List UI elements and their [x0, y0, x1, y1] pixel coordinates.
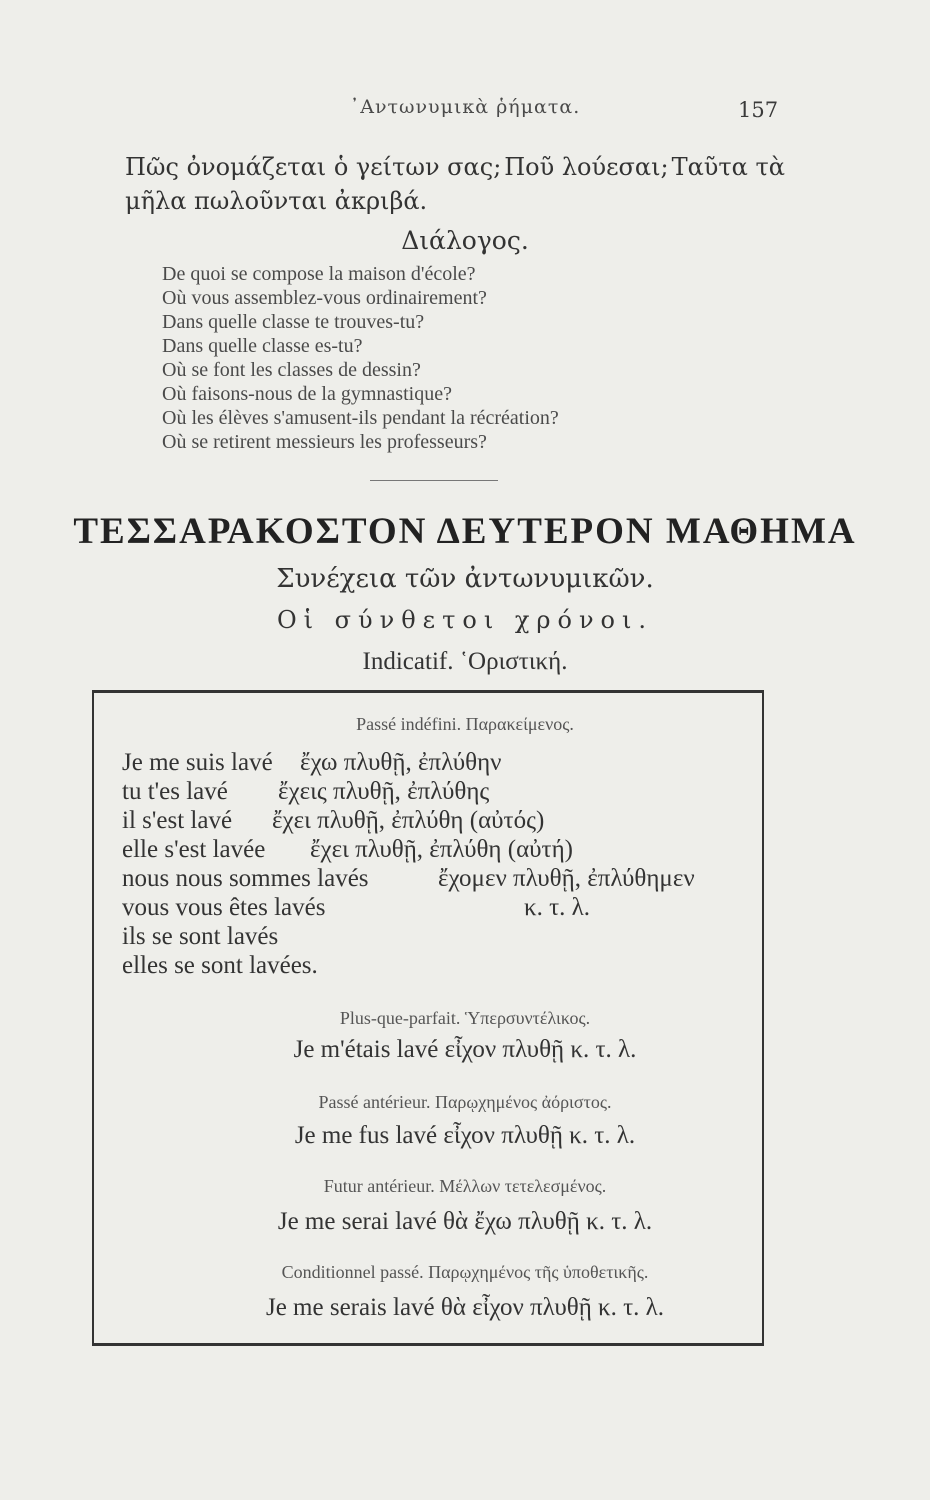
dialog-title: Διάλογος. [401, 226, 529, 255]
page-number: 157 [738, 98, 779, 122]
greek-form: κ. τ. λ. [524, 894, 591, 921]
question-line: Dans quelle classe es-tu? [162, 335, 363, 357]
french-form: Je me suis lavé [122, 749, 273, 776]
question-line: Où se retirent messieurs les professeurs? [162, 431, 487, 453]
tense-example: Je me serai lavé θὰ ἔχω πλυθῇ κ. τ. λ. [277, 1208, 653, 1235]
question-line: Dans quelle classe te trouves-tu? [162, 311, 425, 333]
french-form: elles se sont lavées. [122, 952, 318, 979]
question-line: Où les élèves s'amusent-ils pendant la récréation? [162, 407, 559, 429]
section-divider [370, 480, 498, 481]
intro-sentence-2: Ποῦ λούεσαι; [504, 153, 669, 181]
tense-label-passe-anterieur: Passé antérieur. Παρῳχημένος ἀόριστος. [318, 1092, 612, 1112]
mood-heading: Indicatif. ῾Οριστική. [362, 648, 568, 675]
question-line: Où vous assemblez-vous ordinairement? [162, 287, 487, 309]
french-form: vous vous êtes lavés [122, 894, 326, 921]
question-line: Où se font les classes de dessin? [162, 359, 421, 381]
french-form: il s'est lavé [122, 807, 233, 834]
intro-sentence-1: Πῶς ὀνομάζεται ὁ γείτων σας; [125, 153, 502, 181]
question-list [162, 262, 559, 454]
tense-label-futur-anterieur: Futur antérieur. Μέλλων τετελεσμένος. [323, 1176, 607, 1196]
section-heading: Οἱ σύνθετοι χρόνοι. [276, 606, 654, 634]
tense-label-passe-indefini: Passé indéfini. Παρακείμενος. [356, 714, 574, 734]
tense-example: Je me serais lavé θὰ εἶχον πλυθῇ κ. τ. λ. [265, 1294, 665, 1321]
greek-form: ἔχεις πλυθῇ, ἐπλύθης [278, 778, 490, 805]
intro-sentence-3: Ταῦτα τὰ [671, 153, 785, 181]
greek-form: ἔχει πλυθῇ, ἐπλύθη (αὐτός) [272, 807, 545, 834]
intro-line-2: μῆλα πωλοῦνται ἀκριβά. [125, 187, 428, 215]
tense-example: Je m'étais lavé εἶχον πλυθῇ κ. τ. λ. [293, 1036, 637, 1063]
intro-paragraph [125, 150, 785, 218]
tense-label-plus-que-parfait: Plus-que-parfait. Ὑπερσυντέλικος. [339, 1008, 591, 1028]
tense-label-conditionnel-passe: Conditionnel passé. Παρῳχημένος τῆς ὑποθετικῆς. [281, 1262, 649, 1282]
french-form: nous nous sommes lavés [122, 865, 369, 892]
tense-example: Je me fus lavé εἶχον πλυθῇ κ. τ. λ. [294, 1122, 636, 1149]
french-form: ils se sont lavés [122, 923, 279, 950]
french-form: tu t'es lavé [122, 778, 228, 805]
lesson-subtitle: Συνέχεια τῶν ἀντωνυμικῶν. [276, 564, 654, 594]
greek-form: ἔχει πλυθῇ, ἐπλύθη (αὐτή) [310, 836, 574, 863]
question-line: Où faisons-nous de la gymnastique? [162, 383, 452, 405]
greek-form: ἔχω πλυθῇ, ἐπλύθην [300, 749, 502, 776]
running-head: ᾿Αντωνυμικὰ ῥήματα. [349, 96, 581, 118]
lesson-title: ΤΕΣΣΑΡΑΚΟΣΤΟΝ ΔΕΥΤΕΡΟΝ ΜΑΘΗΜΑ [73, 511, 857, 552]
greek-form: ἔχομεν πλυθῇ, ἐπλύθημεν [438, 865, 695, 892]
question-line: De quoi se compose la maison d'école? [162, 263, 476, 285]
french-form: elle s'est lavée [122, 836, 266, 863]
